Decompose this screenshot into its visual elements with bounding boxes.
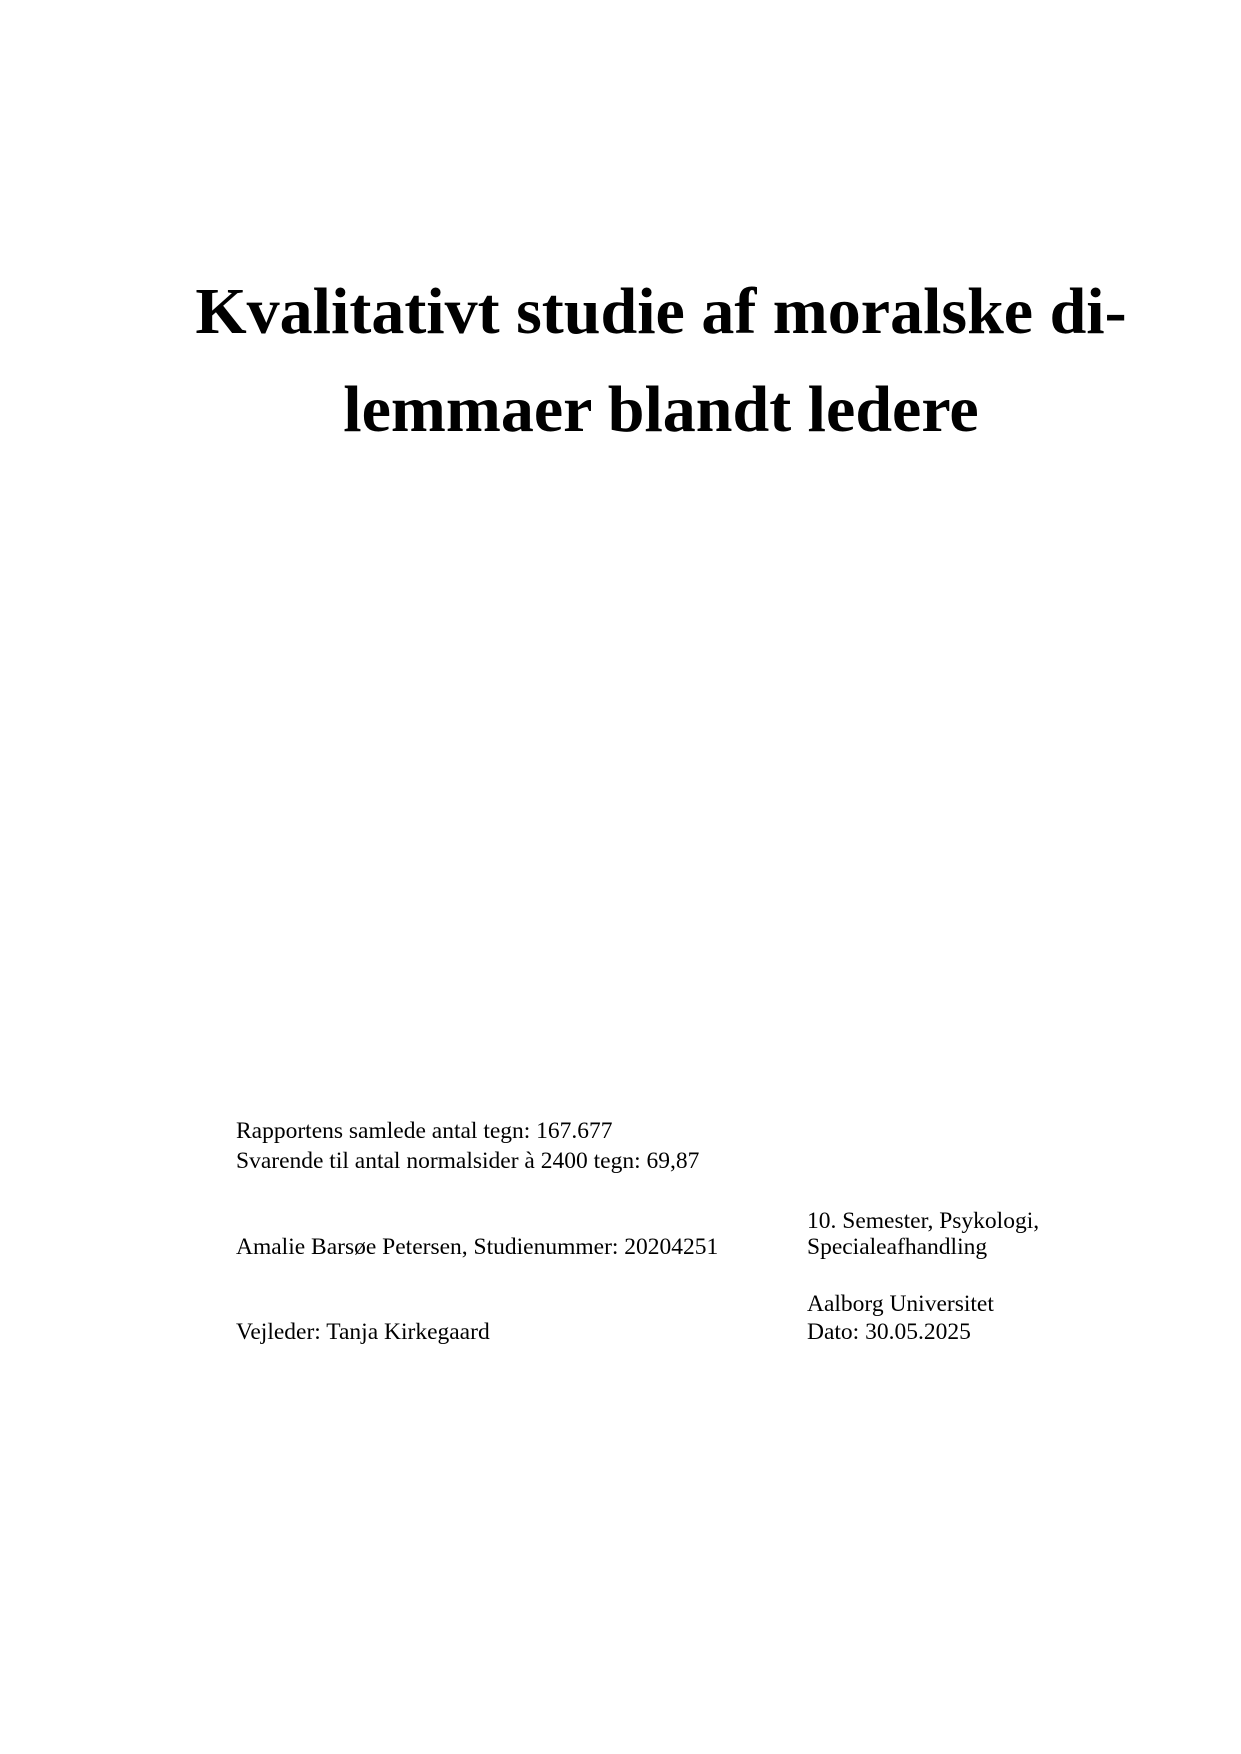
submission-date: Dato: 30.05.2025 [807,1319,971,1345]
program-line-2: Specialeafhandling [807,1234,988,1260]
program-line-1: 10. Semester, Psykologi, [807,1208,1040,1234]
character-count: Rapportens samlede antal tegn: 167.677 [236,1118,613,1144]
author-name: Amalie Barsøe Petersen, Studienummer: 20204251 [236,1234,719,1260]
supervisor-name: Vejleder: Tanja Kirkegaard [236,1319,490,1345]
title-line-1: Kvalitativt studie af moralske di- [195,275,1127,348]
university-name: Aalborg Universitet [807,1291,994,1317]
title-line-2: lemmaer blandt ledere [343,373,979,446]
normal-pages-count: Svarende til antal normalsider à 2400 tegn: 69,87 [236,1148,700,1174]
